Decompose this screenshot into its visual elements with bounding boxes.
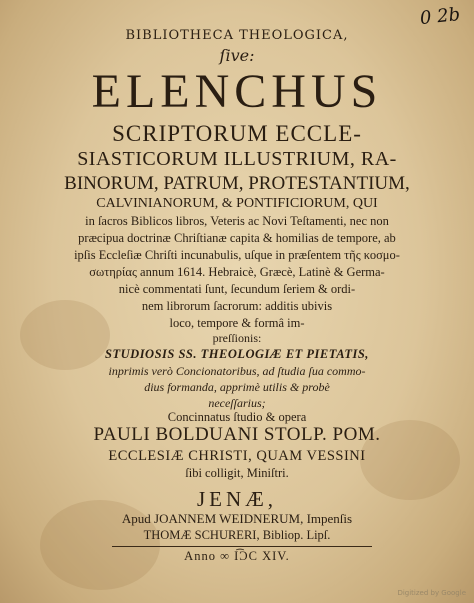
description-line: σωτηρίας annum 1614. Hebraicè, Græcè, Latinè & Germa-: [89, 265, 385, 279]
description-line: nem librorum ſacrorum: additis ubivis: [141, 299, 333, 313]
compiler-line: Concinnatus ſtudio & opera: [167, 410, 307, 424]
description-line: nicè commentati ſunt, ſecundum ſeriem & ordi-: [118, 282, 356, 296]
dedication-line: neceſſarius;: [208, 396, 266, 410]
dedication-line: inprimis verò Concionatoribus, ad ſtudia ſua commo-: [108, 364, 366, 378]
subtitle-line: BINORUM, PATRUM, PROTESTANTIUM,: [64, 173, 410, 194]
description-line: preſſionis:: [212, 331, 262, 345]
subtitle-line: CALVINIANORUM, & PONTIFICIORUM, QUI: [96, 196, 378, 211]
description-line: loco, tempore & formâ im-: [169, 316, 305, 330]
author-name: PAULI BOLDUANI STOLP. POM.: [93, 424, 381, 445]
description-line: ipſis Eccleſiæ Chriſti incunabulis, uſque in præſentem τῆς κοσμο-: [74, 248, 400, 262]
printer-line: Apud JOANNEM WEIDNERUM, Impenſis: [121, 511, 353, 526]
author-affiliation: ECCLESIÆ CHRISTI, QUAM VESSINI: [108, 448, 366, 464]
dedication-line: dius formanda, apprimè utilis & probè: [144, 380, 330, 394]
publisher-line: THOMÆ SCHURERI, Bibliop. Lipſ.: [143, 528, 331, 542]
handwritten-shelfmark: 0 2b: [418, 3, 461, 30]
place-of-publication: JENÆ,: [196, 487, 278, 511]
imprint-rule: [112, 546, 372, 547]
description-line: præcipua doctrinæ Chriſtianæ capita & homilias de tempore, ab: [78, 231, 396, 245]
main-title: ELENCHUS: [91, 65, 383, 118]
author-affiliation: ſibi colligit, Miniſtri.: [185, 466, 289, 480]
series-title: BIBLIOTHECA THEOLOGICA,: [125, 28, 349, 43]
subtitle-line: SCRIPTORUM ECCLE-: [112, 121, 362, 146]
description-line: in ſacros Biblicos libros, Veteris ac Novi Teſtamenti, nec non: [85, 214, 389, 228]
dedication-line: STUDIOSIS SS. THEOLOGIÆ ET PIETATIS,: [105, 347, 369, 361]
imprint-year: Anno ∞ I͡ϽC XIV.: [184, 549, 290, 563]
subtitle-line: SIASTICORUM ILLUSTRIUM, RA-: [77, 148, 397, 170]
digitization-watermark: Digitized by Google: [397, 589, 466, 597]
sive-line: ſive:: [219, 46, 255, 65]
